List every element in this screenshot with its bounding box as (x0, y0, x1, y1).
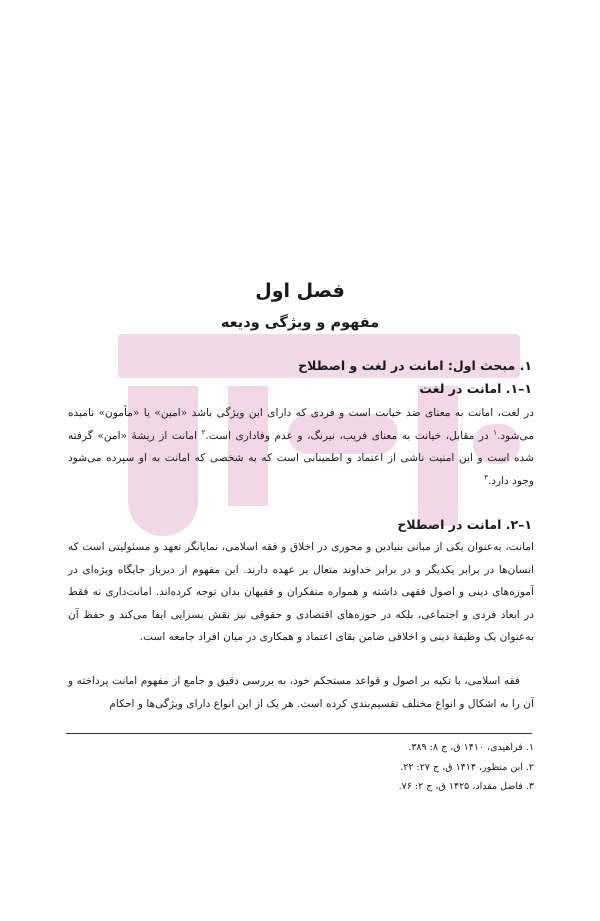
footnote-marker: ۱ (493, 427, 498, 436)
chapter-subtitle: مفهوم و ویژگی ودیعه (220, 315, 380, 331)
section-heading-1: ۱. مبحث اول: امانت در لغت و اصطلاح (298, 358, 532, 373)
footnote-item: ۱. فراهیدی، ۱۴۱۰ ق، ج ۸: ۳۸۹. (408, 742, 534, 753)
paragraph-text: در لغت، امانت به معنای ضد خیانت است و فردی که دارای این ویژگی باشد «امین» یا «مأمون» نامیده می‌شود. (68, 407, 535, 442)
footnote-item: ۳. فاضل مقداد، ۱۴۲۵ ق، ج ۲: ۷۶. (398, 781, 534, 792)
footnote-marker: ۲ (201, 427, 206, 436)
paragraph-jurisprudence: فقه اسلامی، با تکیه بر اصول و قواعد مستحکم خود، به بررسی دقیق و جامع از مفهوم امانت پرداخته و آن را به اشکال و انواع مختلف تقسیم‌بندی کرده است. هر یک از این انواع دارای ویژگی‌ها و احکام (68, 675, 534, 710)
footnote-marker: ۳ (484, 472, 488, 481)
section-heading-1-2: ۱–۲. امانت در اصطلاح (397, 517, 532, 532)
footnote-divider (66, 733, 532, 734)
footnote-item: ۲. ابن منظور، ۱۴۱۴ ق، ج ۲۷: ۲۲. (400, 761, 534, 773)
paragraph-text: در مقابل، خیانت به معنای فریب، نیرنگ، و عدم وفاداری است. (205, 429, 494, 442)
section-heading-1-1: ۱–۱. امانت در لغت (419, 381, 532, 396)
paragraph-lexical-meaning (68, 402, 534, 492)
footnotes-list (68, 738, 534, 797)
paragraph-text: امانت از ریشهٔ «امن» گرفته شده است و این امنیت ناشی از اعتماد و اطمینانی است که به شخصی که امانت به او سپرده می‌شود وجود دارد. (68, 429, 534, 487)
chapter-title: فصل اول (255, 280, 345, 302)
paragraph-terminology: امانت، به‌عنوان یکی از مبانی بنیادین و محوری در اخلاق و فقه اسلامی، نمایانگر تعهد و مسئولیتی است که انسان‌ها در برابر یکدیگر و در برابر خداوند متعال بر عهده دارند. این مفهوم از دیرباز جایگاه ویژه‌ای در آموزه‌های دینی و اصول فقهی داشته و همواره متفکران و فقیهان بدان توجه کرده‌اند. امانت‌داری نه فقط در ابعاد فردی و اجتماعی، بلکه در حوزه‌های اقتصادی و حقوقی نیز نقش بسزایی ایفا می‌کند و حفظ آن به‌عنوان یک وظیفهٔ دینی و اخلاقی ضامن بقای اعتماد و همکاری در میان افراد جامعه است. (68, 541, 534, 643)
